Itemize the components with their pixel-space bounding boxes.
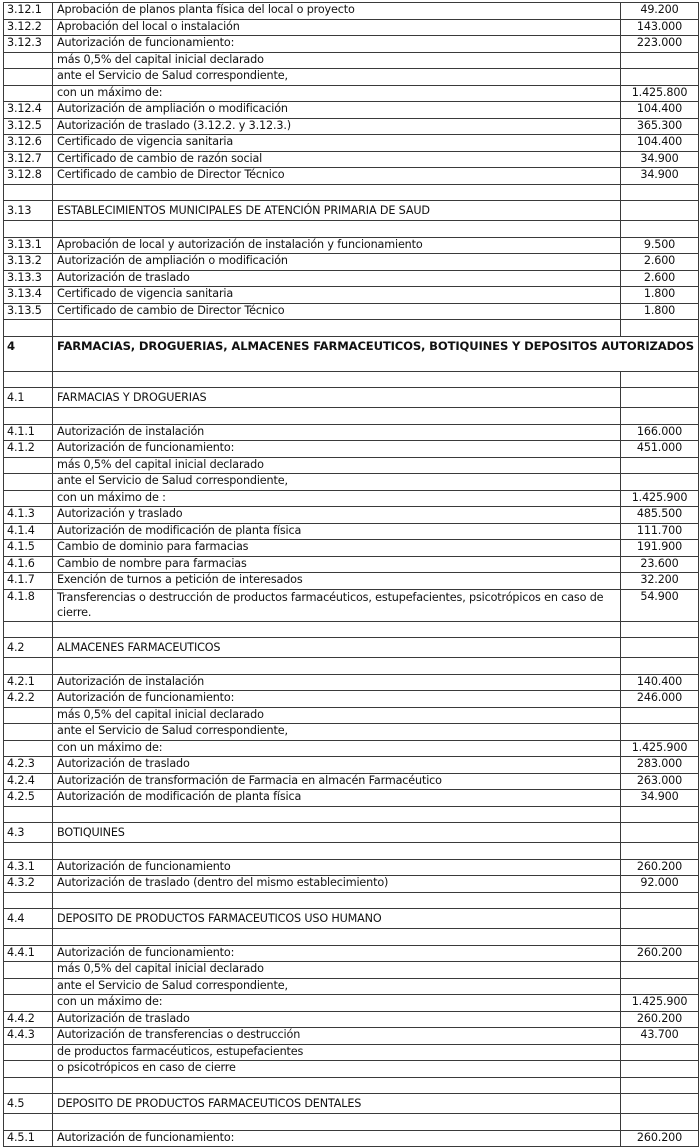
item-code: 3.13.4	[4, 287, 53, 304]
item-code: 4.1.4	[4, 523, 53, 540]
item-code: 4.5	[4, 1094, 53, 1114]
item-value: 2.600	[621, 254, 699, 271]
item-value: 32.200	[621, 573, 699, 590]
continuation-row	[4, 69, 699, 86]
item-code: 3.12.1	[4, 3, 53, 20]
item-value: 365.300	[621, 118, 699, 135]
item-value	[621, 621, 699, 638]
item-value	[621, 69, 699, 86]
table-row	[4, 36, 699, 53]
item-code: 3.13.2	[4, 254, 53, 271]
item-description: BOTIQUINES	[53, 823, 621, 843]
item-description: Aprobación de planos planta física del local o proyecto	[53, 3, 621, 20]
item-value: 1.425.900	[621, 995, 699, 1012]
item-value	[621, 408, 699, 425]
item-description	[53, 929, 621, 946]
item-description: más 0,5% del capital inicial declarado	[53, 707, 621, 724]
table-row	[4, 3, 699, 20]
spacer-row	[4, 929, 699, 946]
continuation-row	[4, 52, 699, 69]
table-row	[4, 151, 699, 168]
item-value	[621, 638, 699, 658]
item-code	[4, 995, 53, 1012]
table-row	[4, 102, 699, 119]
item-value	[621, 843, 699, 860]
item-code: 3.13.3	[4, 270, 53, 287]
item-value: 283.000	[621, 757, 699, 774]
item-code: 4.2.5	[4, 790, 53, 807]
item-value: 223.000	[621, 36, 699, 53]
section-header-row	[4, 201, 699, 221]
item-description: Exención de turnos a petición de interesados	[53, 573, 621, 590]
fee-schedule-sheet	[3, 2, 698, 1147]
item-code: 4.2.3	[4, 757, 53, 774]
item-value	[621, 388, 699, 408]
table-row	[4, 287, 699, 304]
item-value: 260.200	[621, 1011, 699, 1028]
item-code	[4, 69, 53, 86]
item-description: Certificado de vigencia sanitaria	[53, 287, 621, 304]
item-value	[621, 929, 699, 946]
item-description: Certificado de cambio de razón social	[53, 151, 621, 168]
item-value	[621, 184, 699, 201]
item-description: Autorización de instalación	[53, 424, 621, 441]
item-description: Autorización de traslado (3.12.2. y 3.12.3.)	[53, 118, 621, 135]
item-value: 34.900	[621, 151, 699, 168]
continuation-row	[4, 962, 699, 979]
item-description: Autorización de ampliación o modificación	[53, 102, 621, 119]
table-row	[4, 1028, 699, 1045]
item-description: DEPOSITO DE PRODUCTOS FARMACEUTICOS USO HUMANO	[53, 909, 621, 929]
item-description: Autorización de traslado (dentro del mismo establecimiento)	[53, 876, 621, 893]
table-row	[4, 757, 699, 774]
item-value: 92.000	[621, 876, 699, 893]
table-row	[4, 589, 699, 621]
item-code: 4.1.6	[4, 556, 53, 573]
item-value	[621, 909, 699, 929]
spacer-row	[4, 1077, 699, 1094]
item-value: 260.200	[621, 945, 699, 962]
fee-schedule-table	[3, 2, 699, 1147]
item-code: 4.1	[4, 388, 53, 408]
item-description: con un máximo de :	[53, 490, 621, 507]
item-code	[4, 1077, 53, 1094]
item-description: Cambio de dominio para farmacias	[53, 540, 621, 557]
item-value: 49.200	[621, 3, 699, 20]
item-code	[4, 962, 53, 979]
item-code	[4, 658, 53, 675]
item-code: 3.12.7	[4, 151, 53, 168]
item-code	[4, 1044, 53, 1061]
table-row	[4, 237, 699, 254]
item-value: 104.400	[621, 102, 699, 119]
item-description: Cambio de nombre para farmacias	[53, 556, 621, 573]
item-code: 3.12.5	[4, 118, 53, 135]
item-description: Autorización de instalación	[53, 674, 621, 691]
item-code: 4.2	[4, 638, 53, 658]
item-code	[4, 1061, 53, 1078]
item-code: 4.4.3	[4, 1028, 53, 1045]
item-code	[4, 843, 53, 860]
table-row	[4, 573, 699, 590]
item-description: Autorización de funcionamiento:	[53, 1130, 621, 1147]
table-row	[4, 270, 699, 287]
item-value: 143.000	[621, 19, 699, 36]
item-code	[4, 490, 53, 507]
item-description: ALMACENES FARMACEUTICOS	[53, 638, 621, 658]
table-row	[4, 540, 699, 557]
item-description: más 0,5% del capital inicial declarado	[53, 52, 621, 69]
item-value: 1.800	[621, 287, 699, 304]
item-value: 263.000	[621, 773, 699, 790]
item-description: DEPOSITO DE PRODUCTOS FARMACEUTICOS DENTALES	[53, 1094, 621, 1114]
item-value	[621, 707, 699, 724]
item-value: 140.400	[621, 674, 699, 691]
chapter-header-row	[4, 336, 699, 371]
item-description	[53, 621, 621, 638]
item-code: 4.4	[4, 909, 53, 929]
item-value: 451.000	[621, 441, 699, 458]
item-value: 34.900	[621, 790, 699, 807]
item-description: Autorización de funcionamiento:	[53, 945, 621, 962]
item-description: Aprobación de local y autorización de instalación y funcionamiento	[53, 237, 621, 254]
item-code: 4.1.3	[4, 507, 53, 524]
spacer-row	[4, 221, 699, 238]
item-code	[4, 320, 53, 337]
spacer-row	[4, 892, 699, 909]
continuation-row	[4, 490, 699, 507]
table-row	[4, 691, 699, 708]
item-description: Autorización de modificación de planta física	[53, 790, 621, 807]
item-code	[4, 724, 53, 741]
item-value	[621, 1077, 699, 1094]
item-description	[53, 806, 621, 823]
item-code	[4, 371, 53, 388]
item-description	[53, 843, 621, 860]
table-row	[4, 135, 699, 152]
table-row	[4, 876, 699, 893]
item-description: Certificado de vigencia sanitaria	[53, 135, 621, 152]
item-description: ante el Servicio de Salud correspondiente,	[53, 474, 621, 491]
item-value: 111.700	[621, 523, 699, 540]
continuation-row	[4, 707, 699, 724]
item-value: 34.900	[621, 168, 699, 185]
item-code: 3.13	[4, 201, 53, 221]
item-code	[4, 184, 53, 201]
item-value: 246.000	[621, 691, 699, 708]
item-code: 4.1.8	[4, 589, 53, 621]
item-value	[621, 221, 699, 238]
item-value: 9.500	[621, 237, 699, 254]
item-description: o psicotrópicos en caso de cierre	[53, 1061, 621, 1078]
item-code: 3.13.5	[4, 303, 53, 320]
item-code: 4	[4, 336, 53, 371]
table-row	[4, 118, 699, 135]
item-code	[4, 85, 53, 102]
item-code: 4.5.1	[4, 1130, 53, 1147]
spacer-row	[4, 806, 699, 823]
spacer-row	[4, 408, 699, 425]
item-description: Autorización de modificación de planta física	[53, 523, 621, 540]
item-code: 3.13.1	[4, 237, 53, 254]
table-row	[4, 556, 699, 573]
table-row	[4, 523, 699, 540]
item-description: Autorización de traslado	[53, 1011, 621, 1028]
item-value: 260.200	[621, 859, 699, 876]
item-code: 4.1.2	[4, 441, 53, 458]
item-description: con un máximo de:	[53, 85, 621, 102]
section-header-row	[4, 1094, 699, 1114]
item-value: 54.900	[621, 589, 699, 621]
continuation-row	[4, 978, 699, 995]
item-value	[621, 978, 699, 995]
item-value	[621, 724, 699, 741]
item-value	[621, 823, 699, 843]
item-description: ante el Servicio de Salud correspondiente,	[53, 978, 621, 995]
item-code: 4.3.2	[4, 876, 53, 893]
item-value	[621, 806, 699, 823]
continuation-row	[4, 995, 699, 1012]
item-description	[53, 184, 621, 201]
item-value: 260.200	[621, 1130, 699, 1147]
item-value: 1.425.900	[621, 740, 699, 757]
item-code	[4, 740, 53, 757]
item-code	[4, 408, 53, 425]
continuation-row	[4, 740, 699, 757]
item-description: Autorización y traslado	[53, 507, 621, 524]
item-description: Autorización de funcionamiento	[53, 859, 621, 876]
item-code: 4.2.4	[4, 773, 53, 790]
item-description: más 0,5% del capital inicial declarado	[53, 962, 621, 979]
table-row	[4, 254, 699, 271]
item-code: 4.1.5	[4, 540, 53, 557]
item-description: Aprobación del local o instalación	[53, 19, 621, 36]
item-value: 191.900	[621, 540, 699, 557]
item-code: 3.12.8	[4, 168, 53, 185]
item-description	[53, 658, 621, 675]
item-value: 104.400	[621, 135, 699, 152]
item-description: Transferencias o destrucción de productos farmacéuticos, estupefacientes, psicotrópicos en caso de cierre.	[53, 589, 621, 621]
spacer-row	[4, 621, 699, 638]
continuation-row	[4, 724, 699, 741]
section-header-row	[4, 823, 699, 843]
item-code	[4, 978, 53, 995]
item-code: 4.3	[4, 823, 53, 843]
table-row	[4, 773, 699, 790]
item-value	[621, 457, 699, 474]
item-description: ante el Servicio de Salud correspondiente,	[53, 724, 621, 741]
item-description	[53, 371, 621, 388]
item-description: Autorización de funcionamiento:	[53, 441, 621, 458]
item-code	[4, 457, 53, 474]
spacer-row	[4, 184, 699, 201]
item-code: 3.12.4	[4, 102, 53, 119]
fee-table-body	[4, 3, 699, 1147]
item-code: 3.12.2	[4, 19, 53, 36]
table-row	[4, 1130, 699, 1147]
item-value	[621, 658, 699, 675]
item-description: Autorización de traslado	[53, 270, 621, 287]
item-value	[621, 1061, 699, 1078]
item-description: Autorización de funcionamiento:	[53, 691, 621, 708]
item-value	[621, 962, 699, 979]
item-code	[4, 892, 53, 909]
continuation-row	[4, 457, 699, 474]
item-description: Autorización de traslado	[53, 757, 621, 774]
item-description: ESTABLECIMIENTOS MUNICIPALES DE ATENCIÓN PRIMARIA DE SAUD	[53, 201, 621, 221]
item-description	[53, 408, 621, 425]
item-code	[4, 474, 53, 491]
item-description	[53, 892, 621, 909]
item-code: 4.1.7	[4, 573, 53, 590]
table-row	[4, 507, 699, 524]
item-value	[621, 201, 699, 221]
item-code: 3.12.6	[4, 135, 53, 152]
item-code	[4, 221, 53, 238]
spacer-row	[4, 320, 699, 337]
item-description: de productos farmacéuticos, estupefacientes	[53, 1044, 621, 1061]
table-row	[4, 441, 699, 458]
section-header-row	[4, 909, 699, 929]
item-value	[621, 474, 699, 491]
item-description: FARMACIAS, DROGUERIAS, ALMACENES FARMACEUTICOS, BOTIQUINES Y DEPOSITOS AUTORIZADOS	[53, 336, 699, 371]
continuation-row	[4, 474, 699, 491]
item-description: Certificado de cambio de Director Técnico	[53, 168, 621, 185]
item-value: 23.600	[621, 556, 699, 573]
item-description	[53, 1077, 621, 1094]
table-row	[4, 19, 699, 36]
item-value	[621, 892, 699, 909]
spacer-row	[4, 658, 699, 675]
item-description	[53, 221, 621, 238]
continuation-row	[4, 85, 699, 102]
item-code: 4.3.1	[4, 859, 53, 876]
item-value: 166.000	[621, 424, 699, 441]
table-row	[4, 674, 699, 691]
spacer-row	[4, 843, 699, 860]
item-description: ante el Servicio de Salud correspondiente,	[53, 69, 621, 86]
table-row	[4, 790, 699, 807]
item-description: Autorización de transformación de Farmacia en almacén Farmacéutico	[53, 773, 621, 790]
item-code: 4.2.1	[4, 674, 53, 691]
table-row	[4, 945, 699, 962]
table-row	[4, 424, 699, 441]
table-row	[4, 859, 699, 876]
section-header-row	[4, 388, 699, 408]
item-description	[53, 320, 621, 337]
table-row	[4, 303, 699, 320]
item-code: 3.12.3	[4, 36, 53, 53]
item-value: 43.700	[621, 1028, 699, 1045]
section-header-row	[4, 638, 699, 658]
item-value: 1.425.800	[621, 85, 699, 102]
item-value	[621, 1044, 699, 1061]
item-code: 4.2.2	[4, 691, 53, 708]
item-description: Autorización de funcionamiento:	[53, 36, 621, 53]
continuation-row	[4, 1044, 699, 1061]
item-value: 2.600	[621, 270, 699, 287]
item-description: con un máximo de:	[53, 740, 621, 757]
item-value	[621, 371, 699, 388]
item-code	[4, 929, 53, 946]
table-row	[4, 1011, 699, 1028]
item-description: Certificado de cambio de Director Técnico	[53, 303, 621, 320]
item-code	[4, 707, 53, 724]
item-code: 4.4.2	[4, 1011, 53, 1028]
item-code: 4.1.1	[4, 424, 53, 441]
item-code: 4.4.1	[4, 945, 53, 962]
item-value: 485.500	[621, 507, 699, 524]
item-code	[4, 806, 53, 823]
item-value	[621, 320, 699, 337]
item-description: más 0,5% del capital inicial declarado	[53, 457, 621, 474]
item-description: Autorización de ampliación o modificación	[53, 254, 621, 271]
spacer-row	[4, 371, 699, 388]
item-value: 1.425.900	[621, 490, 699, 507]
item-code	[4, 621, 53, 638]
table-row	[4, 168, 699, 185]
item-value: 1.800	[621, 303, 699, 320]
item-description: FARMACIAS Y DROGUERIAS	[53, 388, 621, 408]
item-description: Autorización de transferencias o destrucción	[53, 1028, 621, 1045]
continuation-row	[4, 1061, 699, 1078]
item-value	[621, 1094, 699, 1114]
item-code	[4, 52, 53, 69]
item-value	[621, 52, 699, 69]
item-description: con un máximo de:	[53, 995, 621, 1012]
